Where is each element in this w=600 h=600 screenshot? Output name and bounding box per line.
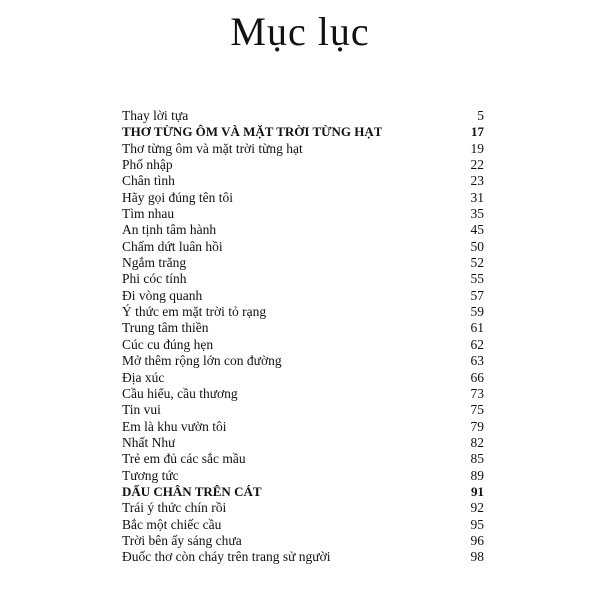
toc-entry-title: Đuốc thơ còn cháy trên trang sử người xyxy=(122,549,331,565)
toc-entry xyxy=(122,141,484,157)
toc-entry xyxy=(122,386,484,402)
toc-entry xyxy=(122,222,484,238)
toc-entry-page-number: 96 xyxy=(470,532,484,548)
toc-entry-title: An tịnh tâm hành xyxy=(122,222,217,238)
toc-entry xyxy=(122,402,484,418)
toc-entry-page-number: 61 xyxy=(470,320,484,336)
toc-entry xyxy=(122,419,484,435)
toc-entry xyxy=(122,173,484,189)
toc-entry-page-number: 50 xyxy=(470,238,484,254)
toc-entry xyxy=(122,500,484,516)
toc-entry xyxy=(122,468,484,484)
toc-entry-title: Chân tình xyxy=(122,173,175,189)
toc-entry-page-number: 59 xyxy=(470,304,484,320)
toc-entry xyxy=(122,549,484,565)
toc-entry-title: Cầu hiểu, cầu thương xyxy=(122,385,238,401)
toc-entry xyxy=(122,304,484,320)
toc-entry-page-number: 57 xyxy=(470,287,484,303)
toc-entry-page-number: 95 xyxy=(470,516,484,532)
toc-entry-page-number: 98 xyxy=(470,549,484,565)
toc-entry-title: Trái ý thức chín rồi xyxy=(122,500,227,516)
toc-entry-page-number: 22 xyxy=(470,157,484,173)
toc-entry-page-number: 62 xyxy=(470,336,484,352)
toc-entry-page-number: 79 xyxy=(470,418,484,434)
toc-entry-title: Ngắm trăng xyxy=(122,255,187,271)
table-of-contents xyxy=(122,108,484,566)
toc-entry-title: DẤU CHÂN TRÊN CÁT xyxy=(122,483,262,499)
toc-entry-title: Trời bên ấy sáng chưa xyxy=(122,532,242,548)
toc-entry-page-number: 82 xyxy=(470,434,484,450)
toc-entry xyxy=(122,533,484,549)
toc-entry-page-number: 73 xyxy=(470,385,484,401)
toc-entry-title: Thay lời tựa xyxy=(122,108,189,123)
toc-entry-page-number: 17 xyxy=(471,124,484,140)
toc-entry xyxy=(122,451,484,467)
toc-entry-title: Cúc cu đúng hẹn xyxy=(122,336,214,352)
toc-entry-title: Chấm dứt luân hồi xyxy=(122,238,223,254)
toc-entry-page-number: 19 xyxy=(470,140,484,156)
toc-entry-page-number: 89 xyxy=(470,467,484,483)
toc-entry xyxy=(122,271,484,287)
toc-entry-title: Ý thức em mặt trời tỏ rạng xyxy=(122,304,267,320)
toc-entry-title: Bắc một chiếc cầu xyxy=(122,516,222,532)
toc-entry-title: Tương tức xyxy=(122,467,179,483)
toc-entry-title: Mở thêm rộng lớn con đường xyxy=(122,353,282,369)
toc-entry-page-number: 63 xyxy=(470,353,484,369)
toc-entry-title: THƠ TỪNG ÔM VÀ MẶT TRỜI TỪNG HẠT xyxy=(122,124,383,140)
toc-entry-page-number: 85 xyxy=(470,451,484,467)
toc-entry xyxy=(122,517,484,533)
toc-section-heading xyxy=(122,484,484,500)
toc-entry xyxy=(122,255,484,271)
toc-entry-title: Trung tâm thiền xyxy=(122,320,209,336)
toc-entry-title: Nhất Như xyxy=(122,434,176,450)
toc-entry-page-number: 92 xyxy=(470,500,484,516)
toc-entry xyxy=(122,320,484,336)
page-title: Mục lục xyxy=(230,9,370,54)
toc-entry-page-number: 52 xyxy=(470,255,484,271)
toc-entry xyxy=(122,370,484,386)
toc-entry-title: Thơ từng ôm và mặt trời từng hạt xyxy=(122,140,303,156)
toc-entry-title: Tin vui xyxy=(122,402,161,418)
toc-entry-page-number: 35 xyxy=(470,206,484,222)
toc-entry-page-number: 31 xyxy=(470,189,484,205)
toc-entry-page-number: 45 xyxy=(470,222,484,238)
toc-entry xyxy=(122,157,484,173)
toc-entry-title: Em là khu vườn tôi xyxy=(122,418,227,434)
toc-entry-title: Trẻ em đủ các sắc mầu xyxy=(122,451,246,467)
toc-entry-title: Tìm nhau xyxy=(122,206,175,222)
toc-entry xyxy=(122,435,484,451)
toc-entry xyxy=(122,337,484,353)
toc-entry xyxy=(122,288,484,304)
toc-entry-page-number: 5 xyxy=(477,108,484,123)
toc-entry xyxy=(122,206,484,222)
toc-entry xyxy=(122,190,484,206)
toc-entry-page-number: 23 xyxy=(470,173,484,189)
toc-entry-page-number: 91 xyxy=(471,483,484,499)
toc-entry-title: Phố nhập xyxy=(122,157,173,173)
toc-entry-page-number: 75 xyxy=(470,402,484,418)
toc-entry-page-number: 66 xyxy=(470,369,484,385)
toc-entry xyxy=(122,108,484,124)
toc-entry-page-number: 55 xyxy=(470,271,484,287)
toc-entry-title: Phi cóc tính xyxy=(122,271,187,287)
toc-entry-title: Hãy gọi đúng tên tôi xyxy=(122,189,233,205)
toc-entry xyxy=(122,239,484,255)
toc-entry xyxy=(122,353,484,369)
toc-section-heading xyxy=(122,124,484,140)
toc-entry-title: Đi vòng quanh xyxy=(122,287,203,303)
toc-entry-title: Địa xúc xyxy=(122,369,165,385)
